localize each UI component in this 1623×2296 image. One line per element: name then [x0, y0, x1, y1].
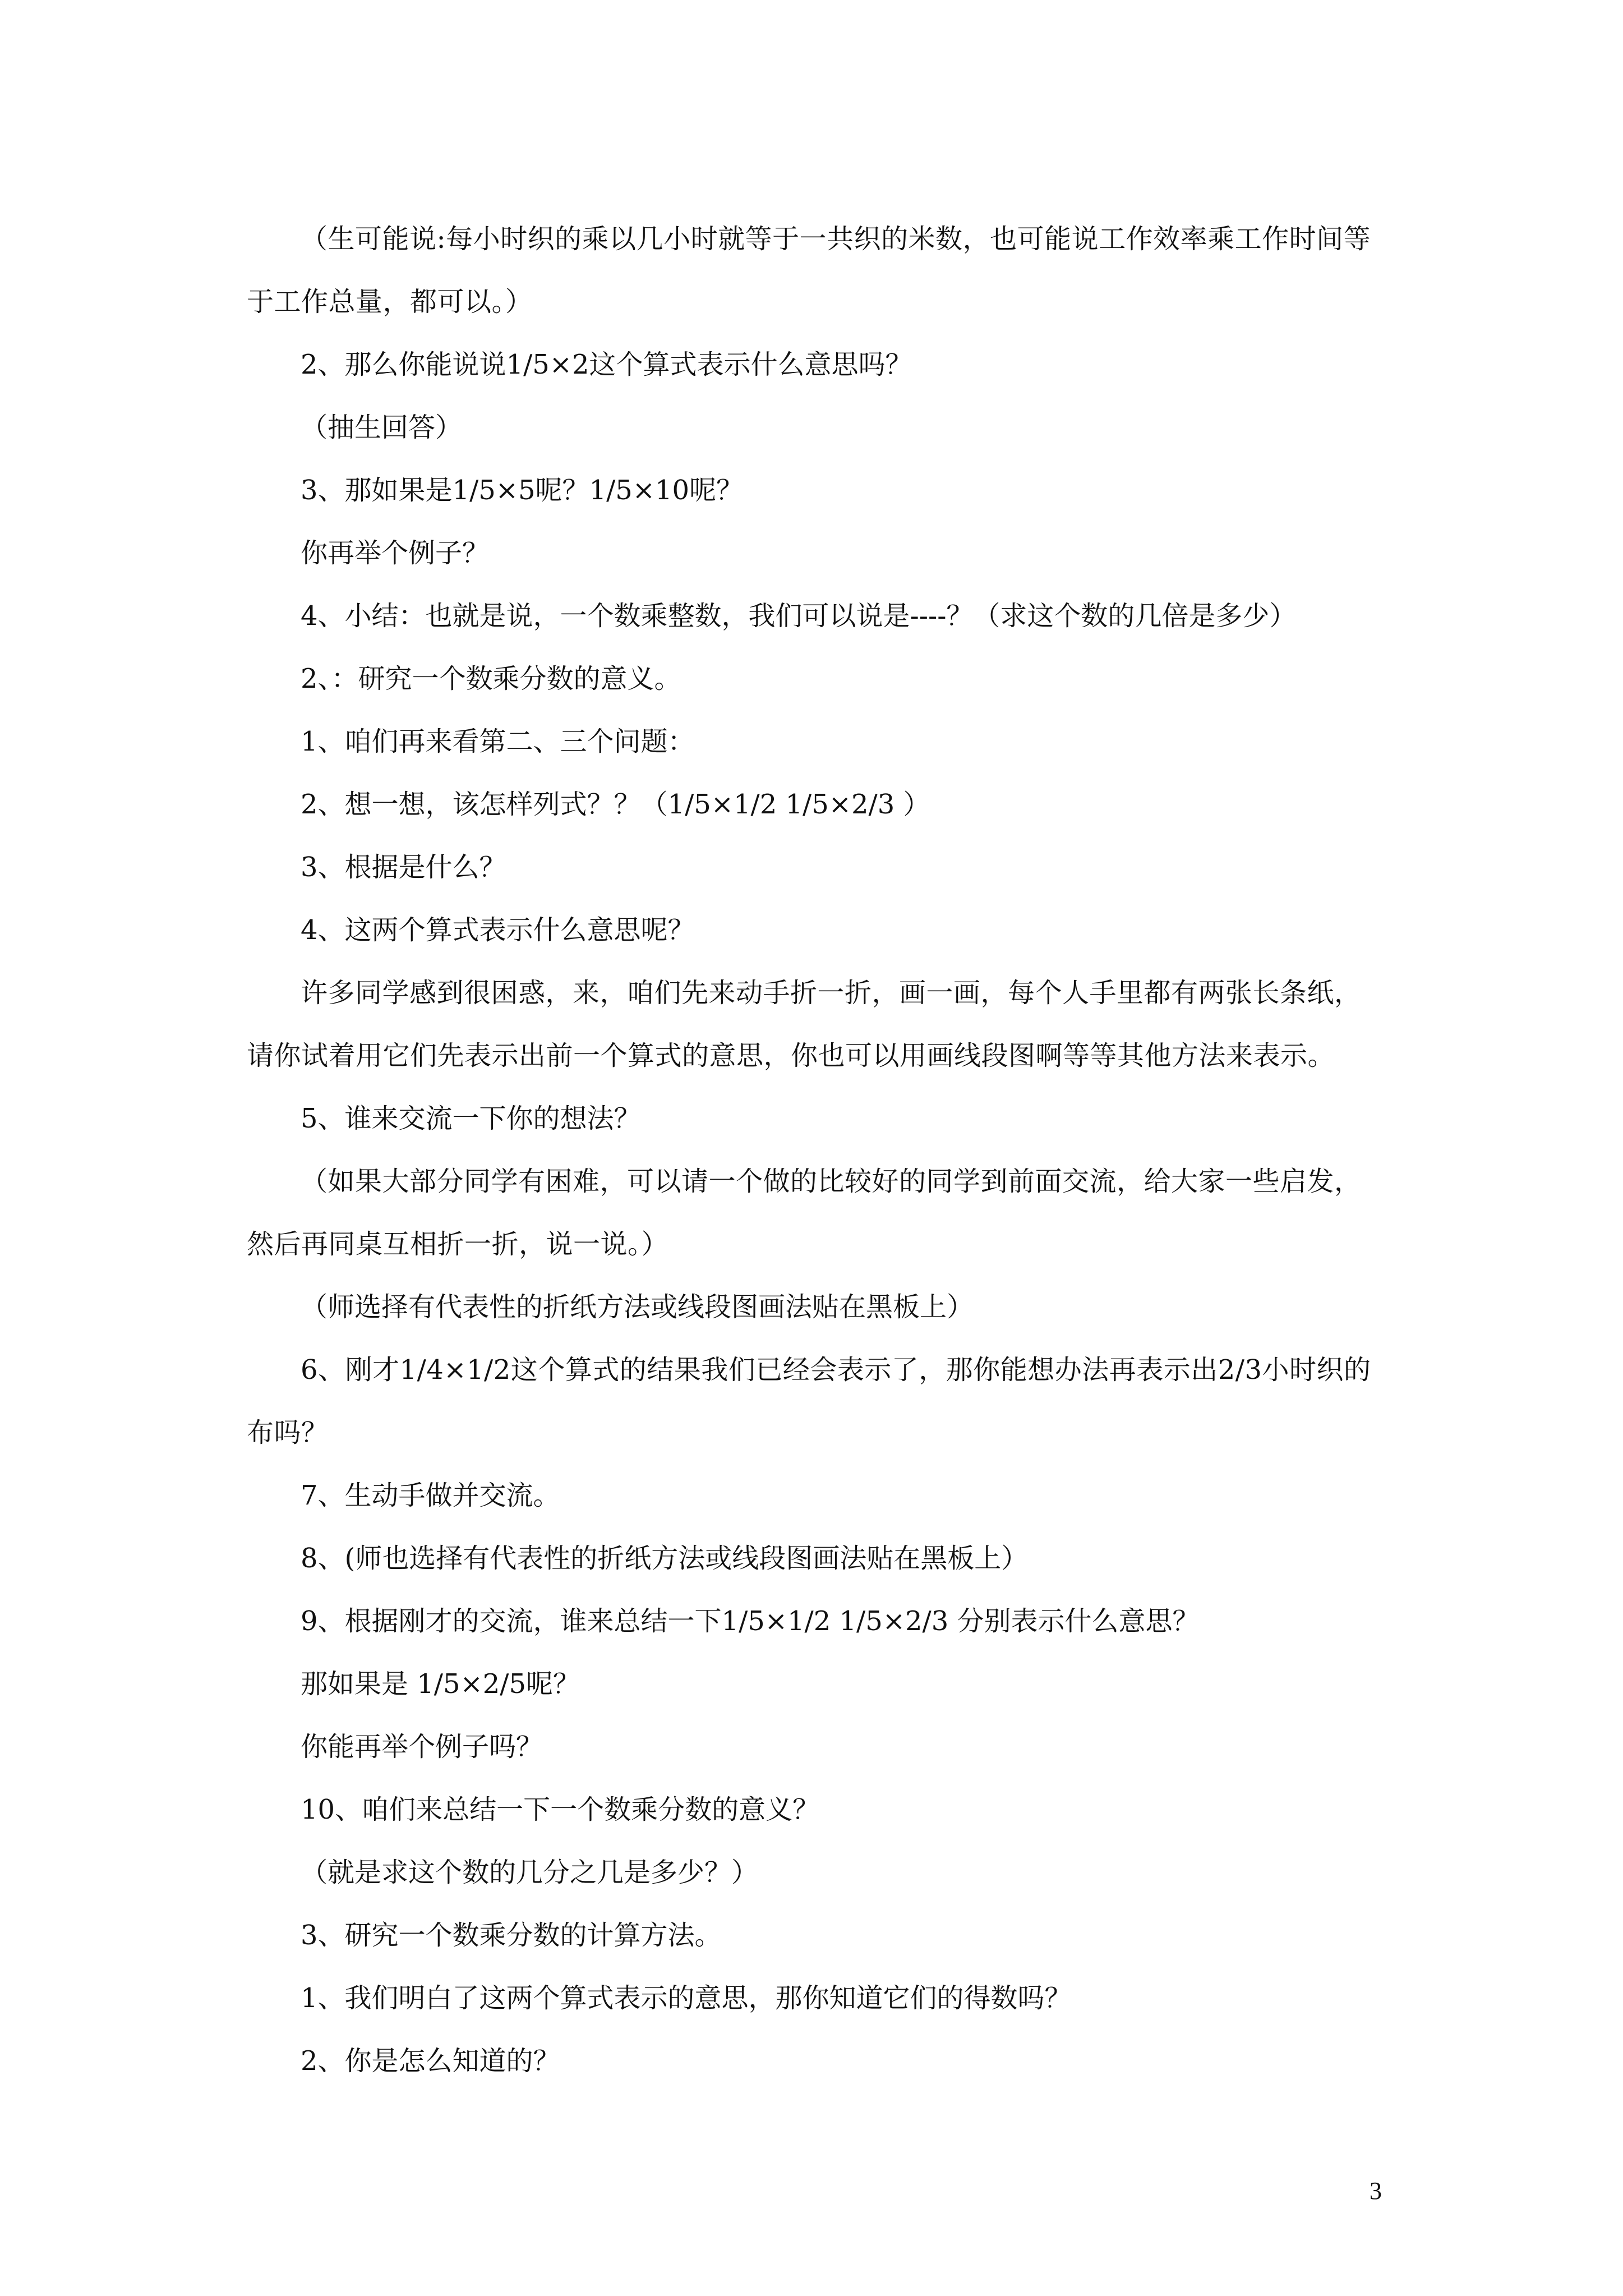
paragraph: （师选择有代表性的折纸方法或线段图画法贴在黑板上） — [301, 1291, 974, 1323]
paragraph: （如果大部分同学有困难，可以请一个做的比较好的同学到前面交流，给大家一些启发，然后再同桌互相折一折，说一说。） — [247, 1166, 1362, 1260]
document-body — [247, 208, 1386, 2092]
paragraph: 10、咱们来总结一下一个数乘分数的意义？ — [301, 1794, 820, 1825]
paragraph: （就是求这个数的几分之几是多少？） — [301, 1857, 759, 1888]
paragraph: 4、小结：也就是说，一个数乘整数，我们可以说是----？（求这个数的几倍是多少） — [301, 600, 1297, 632]
paragraph: 7、生动手做并交流。 — [301, 1480, 560, 1511]
paragraph: 6、刚才1/4×1/2这个算式的结果我们已经会表示了，那你能想办法再表示出2/3小时织的布吗？ — [247, 1354, 1371, 1448]
paragraph: （生可能说:每小时织的乘以几小时就等于一共织的米数，也可能说工作效率乘工作时间等于工作总量，都可以。） — [247, 223, 1371, 318]
paragraph: 许多同学感到很困惑，来，咱们先来动手折一折，画一画，每个人手里都有两张长条纸，请你试着用它们先表示出前一个算式的意思，你也可以用画线段图啊等等其他方法来表示。 — [247, 977, 1362, 1071]
paragraph: 3、那如果是1/5×5呢？1/5×10呢？ — [301, 475, 744, 506]
paragraph: 你能再举个例子吗？ — [301, 1731, 543, 1763]
paragraph: （抽生回答） — [301, 412, 463, 443]
paragraph: 5、谁来交流一下你的想法？ — [301, 1103, 641, 1134]
paragraph: 8、(师也选择有代表性的折纸方法或线段图画法贴在黑板上） — [301, 1543, 1029, 1574]
paragraph: 1、咱们再来看第二、三个问题： — [301, 726, 695, 757]
paragraph: 1、我们明白了这两个算式表示的意思，那你知道它们的得数吗？ — [301, 1982, 1072, 2014]
paragraph: 4、这两个算式表示什么意思呢？ — [301, 914, 695, 946]
paragraph: 那如果是 1/5×2/5呢？ — [301, 1668, 580, 1700]
paragraph: 2、想一想，该怎样列式？？（1/5×1/2 1/5×2/3 ） — [301, 789, 930, 820]
page-number: 3 — [1370, 2177, 1382, 2205]
section-heading: 2、：研究一个数乘分数的意义。 — [301, 663, 681, 694]
paragraph: 2、你是怎么知道的？ — [301, 2045, 560, 2077]
paragraph: 你再举个例子？ — [301, 537, 490, 569]
paragraph: 2、那么你能说说1/5×2这个算式表示什么意思吗？ — [301, 349, 912, 380]
paragraph: 3、根据是什么？ — [301, 852, 506, 883]
section-heading: 3、研究一个数乘分数的计算方法。 — [301, 1920, 722, 1951]
paragraph: 9、根据刚才的交流，谁来总结一下1/5×1/2 1/5×2/3 分别表示什么意思？ — [301, 1605, 1200, 1637]
